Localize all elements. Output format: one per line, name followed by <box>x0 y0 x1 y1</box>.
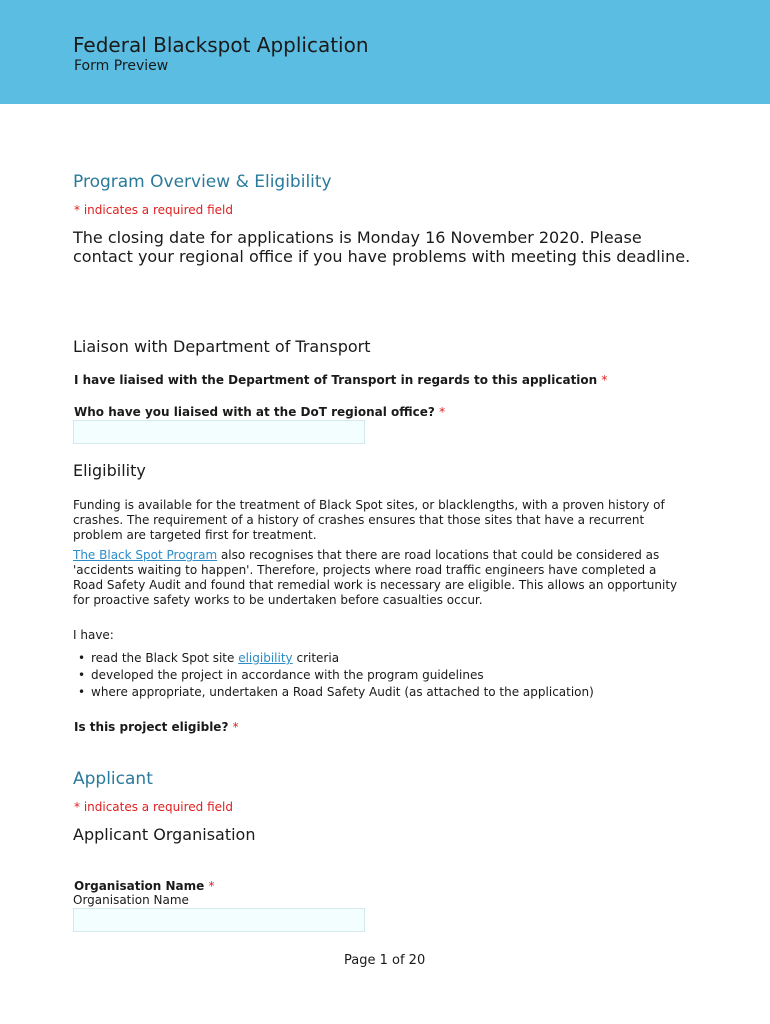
form-subtitle: Form Preview <box>74 58 169 74</box>
required-star: * <box>601 373 608 387</box>
bullet-glyph: • <box>78 668 86 682</box>
liaison-heading: Liaison with Department of Transport <box>73 337 371 356</box>
bullet-glyph: • <box>78 685 86 699</box>
eligibility-link[interactable]: eligibility <box>238 651 293 665</box>
dot-contact-text: Who have you liaised with at the DoT regional office? <box>74 405 435 419</box>
required-field-note: * indicates a required field <box>74 800 233 814</box>
closing-date-intro: The closing date for applications is Monday 16 November 2020. Please contact your regional office if you have problems with meeting this deadline. <box>73 228 691 266</box>
required-star: * <box>232 720 239 734</box>
liaison-question-text: I have liaised with the Department of Transport in regards to this application <box>74 373 598 387</box>
i-have-label: I have: <box>73 628 114 642</box>
eligible-question-text: Is this project eligible? <box>74 720 229 734</box>
required-field-note: * indicates a required field <box>74 203 233 217</box>
organisation-name-input[interactable] <box>73 908 365 932</box>
dot-contact-label <box>74 405 445 419</box>
dot-contact-input[interactable] <box>73 420 365 444</box>
liaison-question-label <box>74 373 607 387</box>
organisation-name-sublabel: Organisation Name <box>73 893 189 907</box>
bullet-glyph: • <box>78 651 86 665</box>
eligibility-paragraph-2 <box>73 548 683 608</box>
organisation-name-text: Organisation Name <box>74 879 205 893</box>
section-title-applicant: Applicant <box>73 769 153 789</box>
section-title-program-overview: Program Overview & Eligibility <box>73 172 332 192</box>
applicant-organisation-heading: Applicant Organisation <box>73 825 256 844</box>
eligibility-heading: Eligibility <box>73 461 146 480</box>
organisation-name-label <box>74 879 215 893</box>
page-header <box>0 0 770 104</box>
list-item: • where appropriate, undertaken a Road Safety Audit (as attached to the application) <box>78 685 594 699</box>
eligible-question-label <box>74 720 239 734</box>
list-item: • read the Black Spot site eligibility criteria <box>78 651 340 665</box>
form-title: Federal Blackspot Application <box>73 33 369 57</box>
eligibility-paragraph-1: Funding is available for the treatment of Black Spot sites, or blacklengths, with a proven history of crashes. The requirement of a history of crashes ensures that those sites that have a recurrent problem are targeted first for treatment. <box>73 498 665 542</box>
required-star: * <box>208 879 215 893</box>
required-star: * <box>439 405 446 419</box>
eligibility-paragraph-2-text: also recognises that there are road locations that could be considered as 'accidents waiting to happen'. Therefore, projects where road traffic engineers have completed a Road Safety Audit and found that remedial work is necessary are eligible. This allows an opportunity for proactive safety works to be undertaken before casualties occur. <box>73 548 678 607</box>
list-item: • developed the project in accordance with the program guidelines <box>78 668 484 682</box>
page-number: Page 1 of 20 <box>344 953 426 968</box>
eligibility-checklist <box>78 650 594 701</box>
black-spot-program-link[interactable]: The Black Spot Program <box>73 548 218 562</box>
